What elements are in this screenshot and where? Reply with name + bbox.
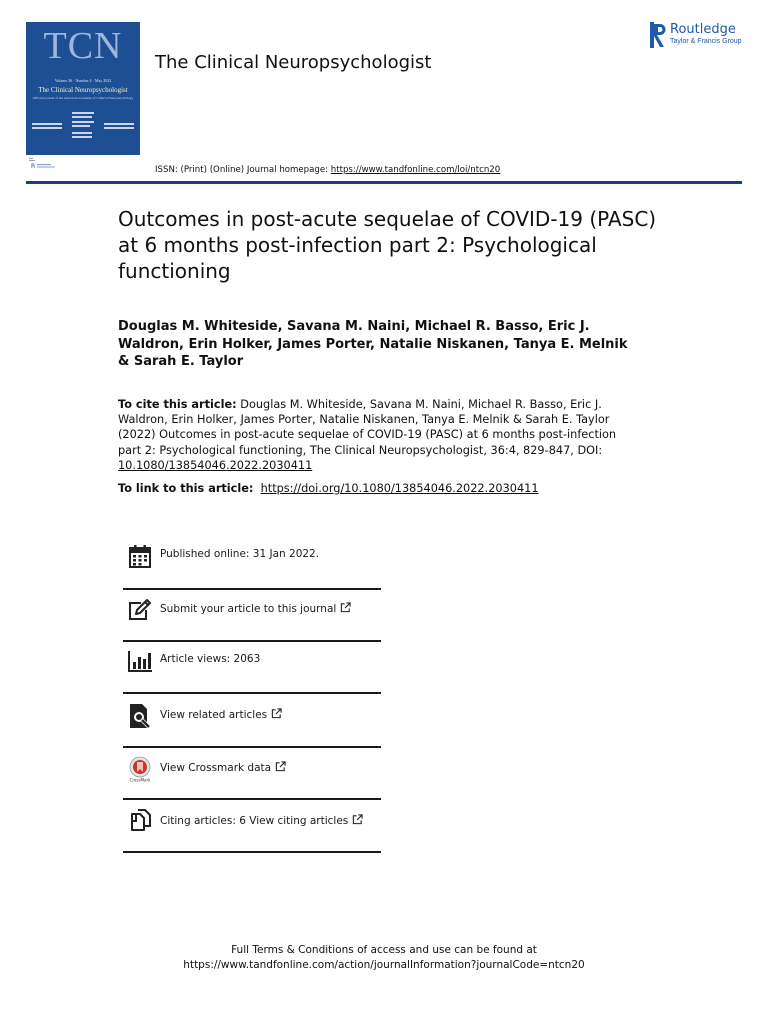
copy-icon: [127, 809, 153, 835]
article-link-line: [118, 482, 539, 495]
article-views-label: Article views: 2063: [160, 653, 261, 665]
cover-editor-names: [26, 112, 140, 152]
svg-text:R: R: [31, 163, 36, 170]
search-document-icon: [127, 703, 153, 729]
cite-doi-link[interactable]: 10.1080/13854046.2022.2030411: [118, 458, 313, 472]
svg-text:CrossMark: CrossMark: [129, 777, 151, 782]
doi-link[interactable]: https://doi.org/10.1080/13854046.2022.2030411: [260, 482, 539, 495]
related-articles-label: View related articles: [160, 708, 282, 721]
publisher-name: Routledge: [670, 22, 736, 37]
header-divider: [26, 181, 742, 184]
citation-block: [118, 397, 618, 473]
bar-chart-icon: [127, 648, 153, 674]
crossmark-row[interactable]: [123, 742, 381, 794]
cover-publisher-mark: [28, 157, 58, 171]
crossmark-label: View Crossmark data: [160, 761, 286, 774]
crossmark-icon: [127, 756, 153, 782]
published-online-label: Published online: 31 Jan 2022.: [160, 548, 320, 560]
footer-line-1: Full Terms & Conditions of access and use can be found at: [231, 944, 537, 956]
terms-footer: [0, 943, 768, 972]
article-authors: Douglas M. Whiteside, Savana M. Naini, Michael R. Basso, Eric J. Waldron, Erin Holker, James Porter, Natalie Niskanen, Tanya E. Melnik & Sarah E. Taylor: [118, 319, 628, 369]
submit-article-row[interactable]: [123, 583, 381, 635]
cover-subtitle: Official journal of the American Academy of Clinical Neuropsychology: [32, 96, 134, 100]
publisher-logo[interactable]: [622, 22, 742, 52]
issn-line: [155, 165, 500, 175]
article-views-row: [123, 634, 381, 686]
journal-homepage-link[interactable]: https://www.tandfonline.com/loi/ntcn20: [330, 165, 501, 175]
cite-text: Douglas M. Whiteside, Savana M. Naini, Michael R. Basso, Eric J. Waldron, Erin Holker, James Porter, Natalie Niskanen, Tanya E. Melnik & Sarah E. Taylor (2022) Outcomes in post-acute sequelae of COVID-19 (PASC) at 6 months post-infection part 2: Psychological functioning, The Clinical Neuropsychologist, 36:4, 829-847, DOI:: [118, 398, 617, 457]
citing-articles-row[interactable]: [123, 795, 381, 847]
journal-cover-image: [26, 22, 140, 155]
external-link-icon: [271, 708, 282, 719]
link-label: To link to this article:: [118, 482, 254, 495]
article-title: Outcomes in post-acute sequelae of COVID-19 (PASC) at 6 months post-infection part 2: Psychological functioning: [118, 207, 657, 283]
edit-icon: [127, 597, 153, 623]
published-online-row: [123, 529, 381, 581]
calendar-icon: [127, 543, 153, 569]
cover-journal-title: The Clinical Neuropsychologist: [38, 86, 128, 94]
journal-name: The Clinical Neuropsychologist: [155, 52, 432, 73]
cite-label: To cite this article:: [118, 398, 237, 411]
footer-terms-link[interactable]: https://www.tandfonline.com/action/journalInformation?journalCode=ntcn20: [183, 958, 585, 971]
external-link-icon: [352, 814, 363, 825]
related-articles-row[interactable]: [123, 689, 381, 741]
submit-article-label: Submit your article to this journal: [160, 602, 351, 615]
citing-articles-label: Citing articles: 6 View citing articles: [160, 814, 363, 827]
external-link-icon: [340, 602, 351, 613]
external-link-icon: [275, 761, 286, 772]
publisher-group: Taylor & Francis Group: [670, 38, 742, 45]
routledge-logo-icon: [650, 22, 666, 48]
issn-text: ISSN: (Print) (Online) Journal homepage:: [155, 165, 331, 175]
cover-abbrev: TCN: [43, 25, 123, 67]
cover-volume-line: Volume 36 · Number 4 · May 2022: [54, 78, 112, 83]
row-divider: [123, 851, 381, 853]
